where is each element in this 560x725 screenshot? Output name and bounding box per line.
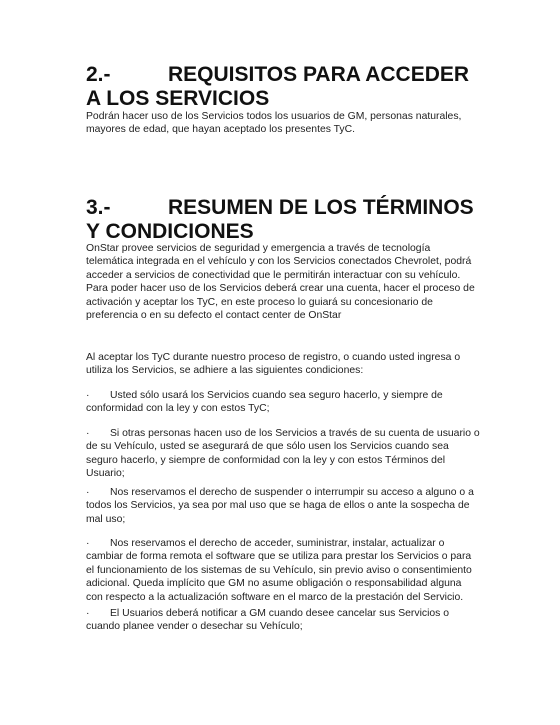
bullet-icon: · [86, 390, 90, 401]
section-3-title-line2: Y CONDICIONES [86, 220, 254, 243]
conditions-intro: Al aceptar los TyC durante nuestro proceso de registro, o cuando usted ingresa o utiliza los Servicios, se adhiere a las siguientes condiciones: [86, 352, 461, 377]
condition-text: Nos reservamos el derecho de suspender o interrumpir su acceso a alguno o a todos los Servicios, ya sea por mal uso que se haga de ellos o ante la sospecha de mal uso; [86, 487, 474, 525]
section-3-number: 3.- [86, 196, 111, 219]
condition-item [86, 389, 481, 416]
section-2-body: Podrán hacer uso de los Servicios todos los usuarios de GM, personas naturales, mayores de edad, que hayan aceptado los presentes TyC. [86, 111, 462, 136]
condition-item [86, 607, 481, 634]
bullet-icon: · [86, 428, 90, 439]
condition-item [86, 537, 481, 604]
condition-text: Si otras personas hacen uso de los Servicios a través de su cuenta de usuario o de su Vehículo, usted se asegurará de que sólo usen los Servicios cuando sea seguro hacerlo, y siempre de conformidad con la ley y con estos Términos del Usuario; [86, 428, 480, 480]
section-2-heading [86, 63, 486, 111]
section-2-number: 2.- [86, 63, 111, 86]
section-3-heading [86, 196, 486, 244]
section-3-heading-line1 [86, 196, 486, 220]
section-3-title-line1: RESUMEN DE LOS TÉRMINOS [168, 196, 474, 219]
condition-text: El Usuarios deberá notificar a GM cuando desee cancelar sus Servicios o cuando planee vender o desechar su Vehículo; [86, 608, 450, 633]
condition-text: Usted sólo usará los Servicios cuando sea seguro hacerlo, y siempre de conformidad con la ley y con estos TyC; [86, 390, 443, 415]
section-2-heading-line1 [86, 63, 486, 87]
bullet-icon: · [86, 608, 90, 619]
section-3-body: OnStar provee servicios de seguridad y emergencia a través de tecnología telemática integrada en el vehículo y con los Servicios conectados Chevrolet, podrá acceder a servicios de conectividad que le permitirán interactuar con su vehículo. Para poder hacer uso de los Servicios deberá crear una cuenta, hacer el proceso de activación y aceptar los TyC, en este proceso lo guiará su concesionario de preferencia o en su defecto el contact center de OnStar [86, 243, 475, 322]
bullet-icon: · [86, 487, 90, 498]
bullet-icon: · [86, 538, 90, 549]
condition-text: Nos reservamos el derecho de acceder, suministrar, instalar, actualizar o cambiar de forma remota el software que se utiliza para prestar los Servicios o para el funcionamiento de los sistemas de su Vehículo, sin previo aviso o consentimiento adicional. Queda implícito que GM no asume obligación o responsabilidad alguna con respecto a la actualización software en el marco de la prestación del Servicio. [86, 538, 472, 603]
condition-item [86, 486, 481, 526]
section-2-title-line1: REQUISITOS PARA ACCEDER [168, 63, 470, 86]
condition-item [86, 427, 481, 481]
section-2-title-line2: A LOS SERVICIOS [86, 87, 270, 110]
